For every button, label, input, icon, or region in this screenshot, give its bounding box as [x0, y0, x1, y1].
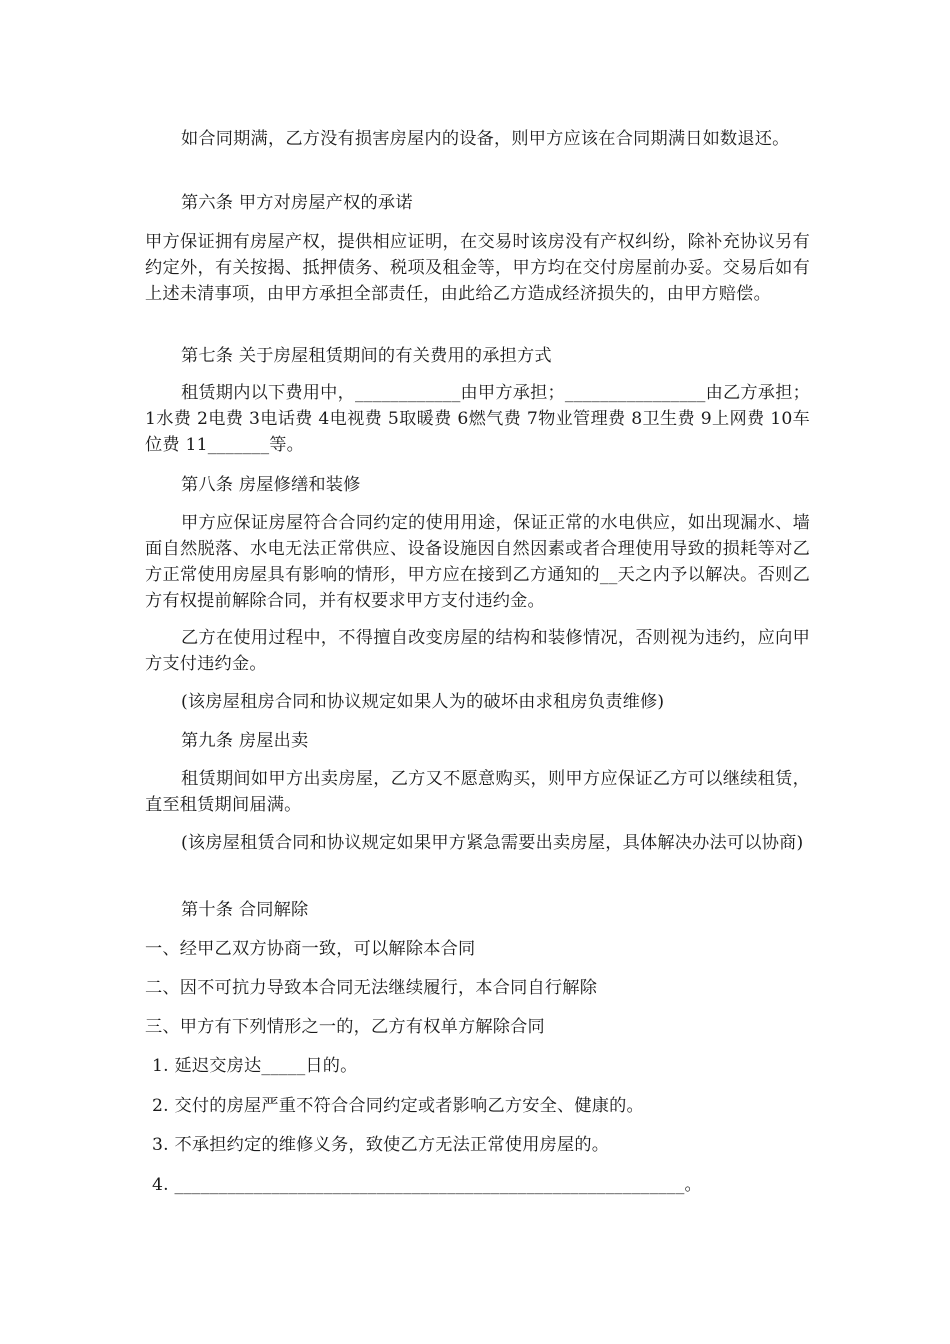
list-item: 3. 不承担约定的维修义务，致使乙方无法正常使用房屋的。 — [152, 1135, 610, 1155]
paragraph-article-8-body: 甲方应保证房屋符合合同约定的使用用途，保证正常的水电供应，如出现漏水、墙面自然脱落、水电无法正常供应、设备设施因自然因素或者合理使用导致的损耗等对乙方正常使用房屋具有影响的情形，甲方应在接到乙方通知的__天之内予以解决。否则乙方有权提前解除合同，并有权要求甲方支付违约金。 — [145, 513, 810, 611]
heading-article-7: 第七条 关于房屋租赁期间的有关费用的承担方式 — [181, 346, 552, 366]
paragraph-article-8-alteration: 乙方在使用过程中，不得擅自改变房屋的结构和装修情况，否则视为违约，应向甲方支付违约金。 — [145, 628, 810, 674]
paragraph-article-9-body: 租赁期间如甲方出卖房屋，乙方又不愿意购买，则甲方应保证乙方可以继续租赁，直至租赁期间届满。 — [145, 769, 810, 815]
paragraph-deposit-return: 如合同期满，乙方没有损害房屋内的设备，则甲方应该在合同期满日如数退还。 — [181, 129, 790, 149]
clause-10-3: 三、甲方有下列情形之一的，乙方有权单方解除合同 — [145, 1017, 545, 1037]
paragraph-article-7-body: 租赁期内以下费用中，____________由甲方承担；________________由乙方承担；1水费 2电费 3电话费 4电视费 5取暖费 6燃气费 7物业管理费 8卫生费 9上网费 10车位费 11_______等。 — [145, 383, 810, 455]
heading-article-10: 第十条 合同解除 — [181, 900, 309, 920]
note-article-8: (该房屋租房合同和协议规定如果人为的破坏由求租房负责维修) — [181, 692, 665, 712]
list-item: 2. 交付的房屋严重不符合合同约定或者影响乙方安全、健康的。 — [152, 1096, 644, 1116]
clause-10-2: 二、因不可抗力导致本合同无法继续履行，本合同自行解除 — [145, 978, 598, 998]
paragraph-article-6-body: 甲方保证拥有房屋产权，提供相应证明，在交易时该房没有产权纠纷，除补充协议另有约定外，有关按揭、抵押债务、税项及租金等，甲方均在交付房屋前办妥。交易后如有上述未清事项，由甲方承担全部责任，由此给乙方造成经济损失的，由甲方赔偿。 — [145, 232, 810, 304]
heading-article-9: 第九条 房屋出卖 — [181, 731, 309, 751]
note-article-9: (该房屋租赁合同和协议规定如果甲方紧急需要出卖房屋，具体解决办法可以协商) — [181, 833, 804, 853]
list-item: 1. 延迟交房达_____日的。 — [152, 1056, 358, 1076]
heading-article-8: 第八条 房屋修缮和装修 — [181, 475, 361, 495]
list-item: 4. __________________________________________________________。 — [152, 1175, 702, 1195]
heading-article-6: 第六条 甲方对房屋产权的承诺 — [181, 193, 413, 213]
clause-10-1: 一、经甲乙双方协商一致，可以解除本合同 — [145, 939, 476, 959]
